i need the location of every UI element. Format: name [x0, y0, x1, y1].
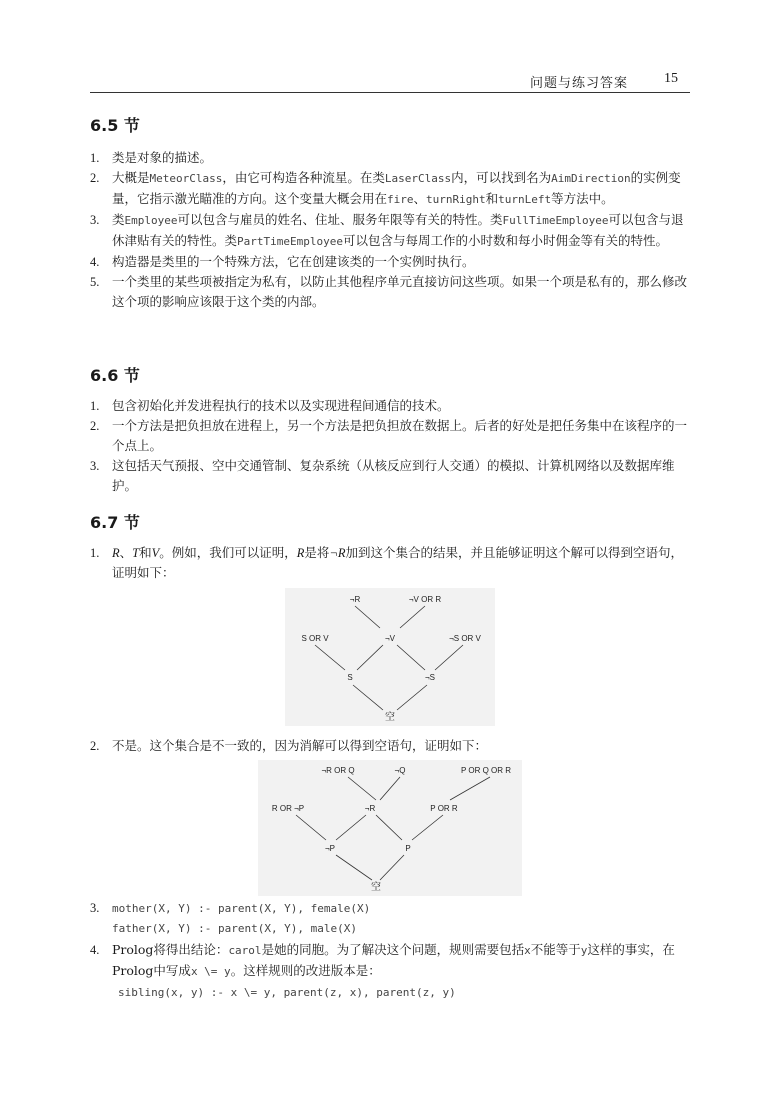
section-heading-6-5: 6.5 节 — [90, 116, 140, 135]
node-not-p: ¬P — [324, 844, 336, 853]
node-p-or-q-or-r: P OR Q OR R — [460, 766, 512, 775]
resolution-diagram-2-svg — [258, 760, 522, 896]
list-item: 3. 这包括天气预报、空中交通管制、复杂系统（从核反应到行人交通）的模拟、计算机网络以及数据库维护。 — [90, 458, 675, 493]
code-line: sibling(x, y) :- x \= y, parent(z, x), parent(z, y) — [118, 986, 456, 999]
list-section-6-7-a — [90, 543, 692, 583]
list-item: 1. 类是对象的描述。 — [90, 150, 213, 165]
list-item: 1. 包含初始化并发进程执行的技术以及实现进程间通信的技术。 — [90, 398, 450, 413]
list-item: 3. 类Employee可以包含与雇员的姓名、住址、服务年限等有关的特性。类FullTimeEmployee可以包含与退休津贴有关的特性。类PartTimeEmployee可以包含与每周工作的小时数和每小时佣金等有关的特性。 — [90, 212, 684, 248]
node-p: P — [405, 844, 411, 853]
list-item: 1. R、T和V。例如，我们可以证明，R是将¬R加到这个集合的结果，并且能够证明这个解可以得到空语句，证明如下： — [90, 545, 684, 580]
section-heading-6-7: 6.7 节 — [90, 513, 140, 532]
list-item: 2. 一个方法是把负担放在进程上，另一个方法是把负担放在数据上。后者的好处是把任务集中在该程序的一个点上。 — [90, 418, 688, 453]
list-section-6-7-d — [90, 940, 692, 982]
node-s: S — [347, 673, 353, 682]
node-s-or-v: S OR V — [301, 634, 329, 643]
list-item: 4. 构造器是类里的一个特殊方法，它在创建该类的一个实例时执行。 — [90, 254, 475, 269]
resolution-diagram-1-svg — [285, 588, 495, 726]
code-line: father(X, Y) :- parent(X, Y), male(X) — [112, 922, 358, 935]
node-not-v: ¬V — [384, 634, 396, 643]
page-number: 15 — [664, 71, 678, 86]
list-item: 2. 大概是MeteorClass，由它可构造各种流星。在类LaserClass内，可以找到名为AimDirection的实例变量，它指示激光瞄准的方向。这个变量大概会用在fire、turnRight和turnLeft等方法中。 — [90, 170, 681, 206]
node-not-q: ¬Q — [394, 766, 406, 775]
resolution-diagram-2 — [258, 760, 522, 896]
node-p-or-r: P OR R — [430, 804, 458, 813]
header-title: 问题与练习答案 — [529, 76, 628, 91]
node-not-s: ¬S — [424, 673, 436, 682]
list-item: 5. 一个类里的某些项被指定为私有，以防止其他程序单元直接访问这些项。如果一个项是私有的，那么修改这个项的影响应该限于这个类的内部。 — [90, 274, 688, 309]
list-section-6-5 — [90, 148, 692, 312]
list-section-6-7-c — [90, 898, 692, 919]
node-empty: 空 — [371, 882, 381, 893]
list-section-6-7-b — [90, 736, 692, 756]
node-empty: 空 — [385, 712, 395, 723]
code-line: mother(X, Y) :- parent(X, Y), female(X) — [112, 902, 371, 915]
list-section-6-6 — [90, 396, 692, 496]
section-heading-6-6: 6.6 节 — [90, 366, 140, 385]
node-not-r-or-q: ¬R OR Q — [321, 766, 355, 775]
list-item: 2. 不是。这个集合是不一致的，因为消解可以得到空语句，证明如下： — [90, 738, 488, 753]
node-not-r: ¬R — [349, 595, 361, 604]
node-not-r: ¬R — [364, 804, 376, 813]
page-header — [90, 70, 690, 93]
node-not-v-or-r: ¬V OR R — [408, 595, 442, 604]
resolution-diagram-1 — [285, 588, 495, 726]
node-r-or-not-p: R OR ¬P — [271, 804, 305, 813]
node-not-s-or-v: ¬S OR V — [449, 634, 481, 643]
list-item: 4. Prolog将得出结论：carol是她的同胞。为了解决这个问题，规则需要包括x不能等于y这样的事实，在Prolog中写成x \= y。这样规则的改进版本是： — [90, 942, 675, 978]
list-item: 3. mother(X, Y) :- parent(X, Y), female(X) — [90, 901, 371, 915]
